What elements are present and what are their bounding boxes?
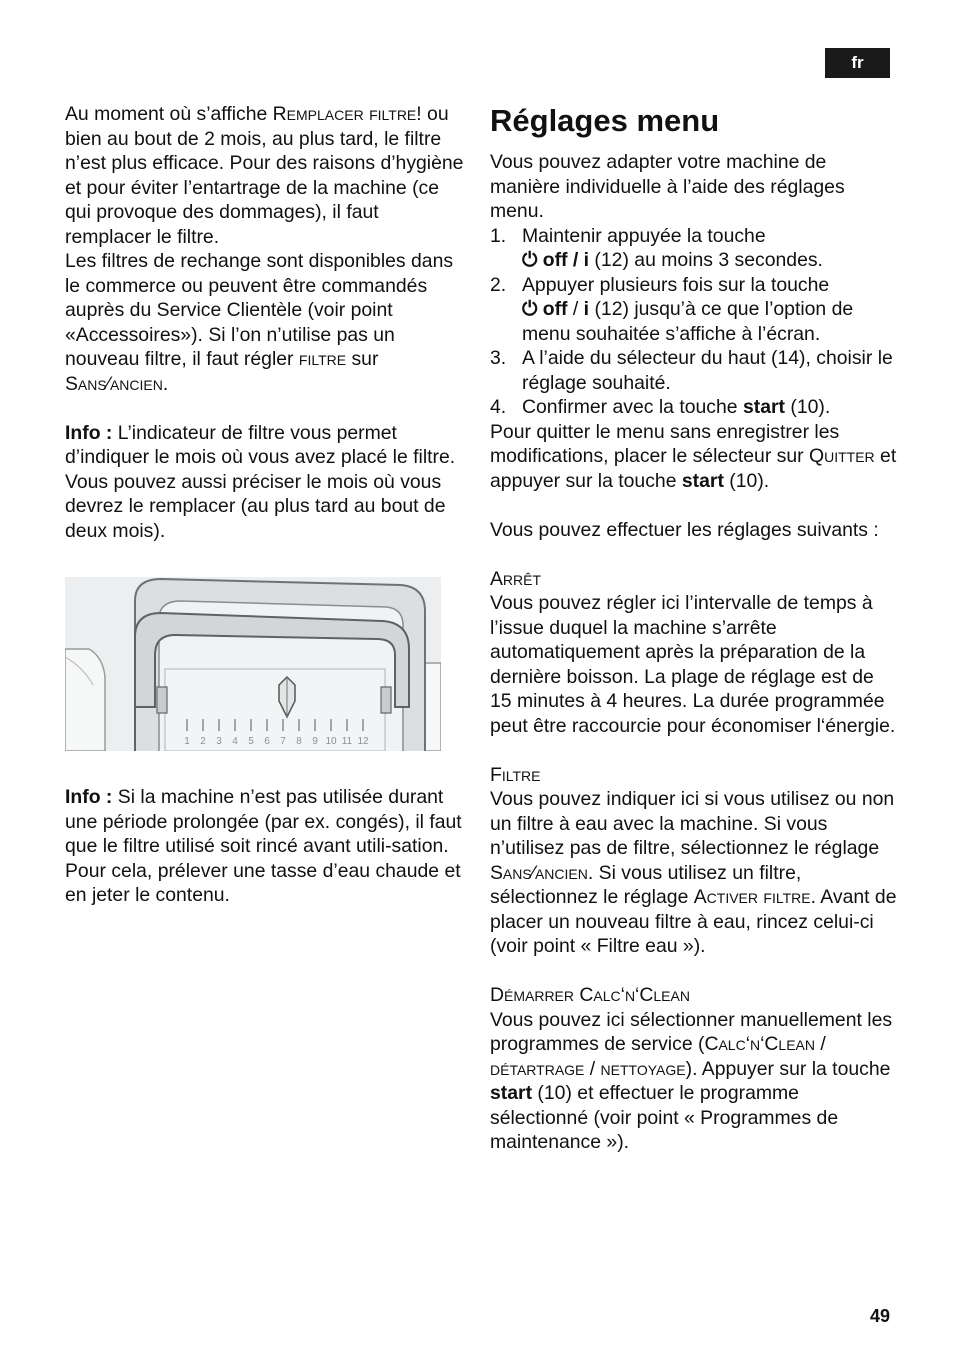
steps-list xyxy=(490,224,900,420)
subheading-arret: Arrêt xyxy=(490,567,542,590)
right-column xyxy=(490,102,900,1155)
dial-number: 11 xyxy=(341,736,353,747)
power-icon: ⏻ xyxy=(522,249,538,271)
dial-number: 10 xyxy=(325,736,337,747)
list-item: 3. A l’aide du sélecteur du haut (14), choisir le réglage souhaité. xyxy=(490,347,893,394)
info-label: Info : xyxy=(65,786,113,808)
list-item: 4. Confirmer avec la touche start (10). xyxy=(490,396,831,418)
dial-number: 7 xyxy=(280,736,286,747)
dial-number: 1 xyxy=(184,736,190,747)
subheading-calc-n-clean: Démarrer Calc‘n‘Clean xyxy=(490,984,690,1006)
info-icon: i xyxy=(583,298,590,320)
dial-number: 9 xyxy=(312,736,318,747)
section-title: Réglages menu xyxy=(490,103,720,138)
dial-number: 5 xyxy=(248,736,254,747)
dial-number: 2 xyxy=(200,736,206,747)
left-column xyxy=(65,102,470,908)
filter-illustration-svg xyxy=(65,577,441,751)
paragraph-spare-filters: Les filtres de rechange sont disponibles dans le commerce ou peuvent être commandés auprès du Service Clientèle (voir point «Accessoires»). Si l’on n’utilise pas un nouveau filtre, il faut régler filtre sur Sans⁄ancien. xyxy=(65,250,454,395)
dial-number: 3 xyxy=(216,736,222,747)
calc-paragraph: Vous pouvez ici sélectionner manuellement les programmes de service (Calc‘n‘Clean / détartrage / nettoyage). Appuyer sur la touche start (10) et effectuer le programme sélectionné (voir point « Programmes de maintenance »). xyxy=(490,1008,893,1153)
quit-paragraph: Pour quitter le menu sans enregistrer les modifications, placer le sélecteur sur Quitter et appuyer sur la touche start (10). xyxy=(490,420,897,492)
arret-paragraph: Vous pouvez régler ici l’intervalle de temps à l’issue duquel la machine s’arrête automatiquement après la préparation de la dernière boisson. La plage de réglage est de 15 minutes à 4 heures. La durée programmée peut être raccourcie pour économiser l‘énergie. xyxy=(490,592,896,737)
dial-number: 12 xyxy=(357,736,369,747)
info-label: Info : xyxy=(65,421,113,444)
page-number: 49 xyxy=(869,1306,890,1326)
dial-number: 6 xyxy=(264,736,270,747)
list-item: 2. Appuyer plusieurs fois sur la touche ⏻ off / i (12) jusqu’à ce que l’option de menu souhaitée s’affiche à l’écran. xyxy=(490,273,854,345)
intro-paragraph: Vous pouvez adapter votre machine de manière individuelle à l’aide des réglages menu. xyxy=(490,151,845,222)
dial-number: 4 xyxy=(232,736,238,747)
language-tab: fr xyxy=(825,48,890,78)
info-icon: i xyxy=(583,249,590,271)
power-icon: ⏻ xyxy=(522,298,538,320)
following-paragraph: Vous pouvez effectuer les réglages suivants : xyxy=(490,518,879,541)
display-message-replace-filter: Remplacer filtre! xyxy=(272,103,422,125)
filter-indicator-illustration xyxy=(65,577,441,751)
info-long-absence: Info : Si la machine n’est pas utilisée durant une période prolongée (par ex. congés), il faut que le filtre utilisé soit rincé avant utili-sation. Pour cela, prélever une tasse d’eau chaude et en jeter le contenu. xyxy=(65,786,462,906)
filtre-paragraph: Vous pouvez indiquer ici si vous utilisez ou non un filtre à eau avec la machine. Si vous n’utilisez pas de filtre, sélectionnez le réglage Sans⁄ancien. Si vous utilisez un filtre, sélectionnez le réglage Activer filtre. Avant de placer un nouveau filtre à eau, rincez celui-ci (voir point « Filtre eau »). xyxy=(490,788,897,957)
dial-number: 8 xyxy=(296,736,302,747)
info-filter-indicator: Info : L’indicateur de filtre vous permet d’indiquer le mois où vous avez placé le filtre. Vous pouvez aussi préciser le mois où vous devrez le remplacer (au plus tard au bout de deux mois). xyxy=(65,421,456,542)
list-item: 1. Maintenir appuyée la touche ⏻ off / i (12) au moins 3 secondes. xyxy=(490,224,823,271)
paragraph-replace-filter: Au moment où s’affiche Remplacer filtre! ou bien au bout de 2 mois, au plus tard, le filtre n’est plus efficace. Pour des raisons d’hygiène et pour éviter l’entartrage de la machine (ce qui provoque des dommages), il faut remplacer le filtre. xyxy=(65,103,464,248)
subheading-filtre: Filtre xyxy=(490,763,541,786)
